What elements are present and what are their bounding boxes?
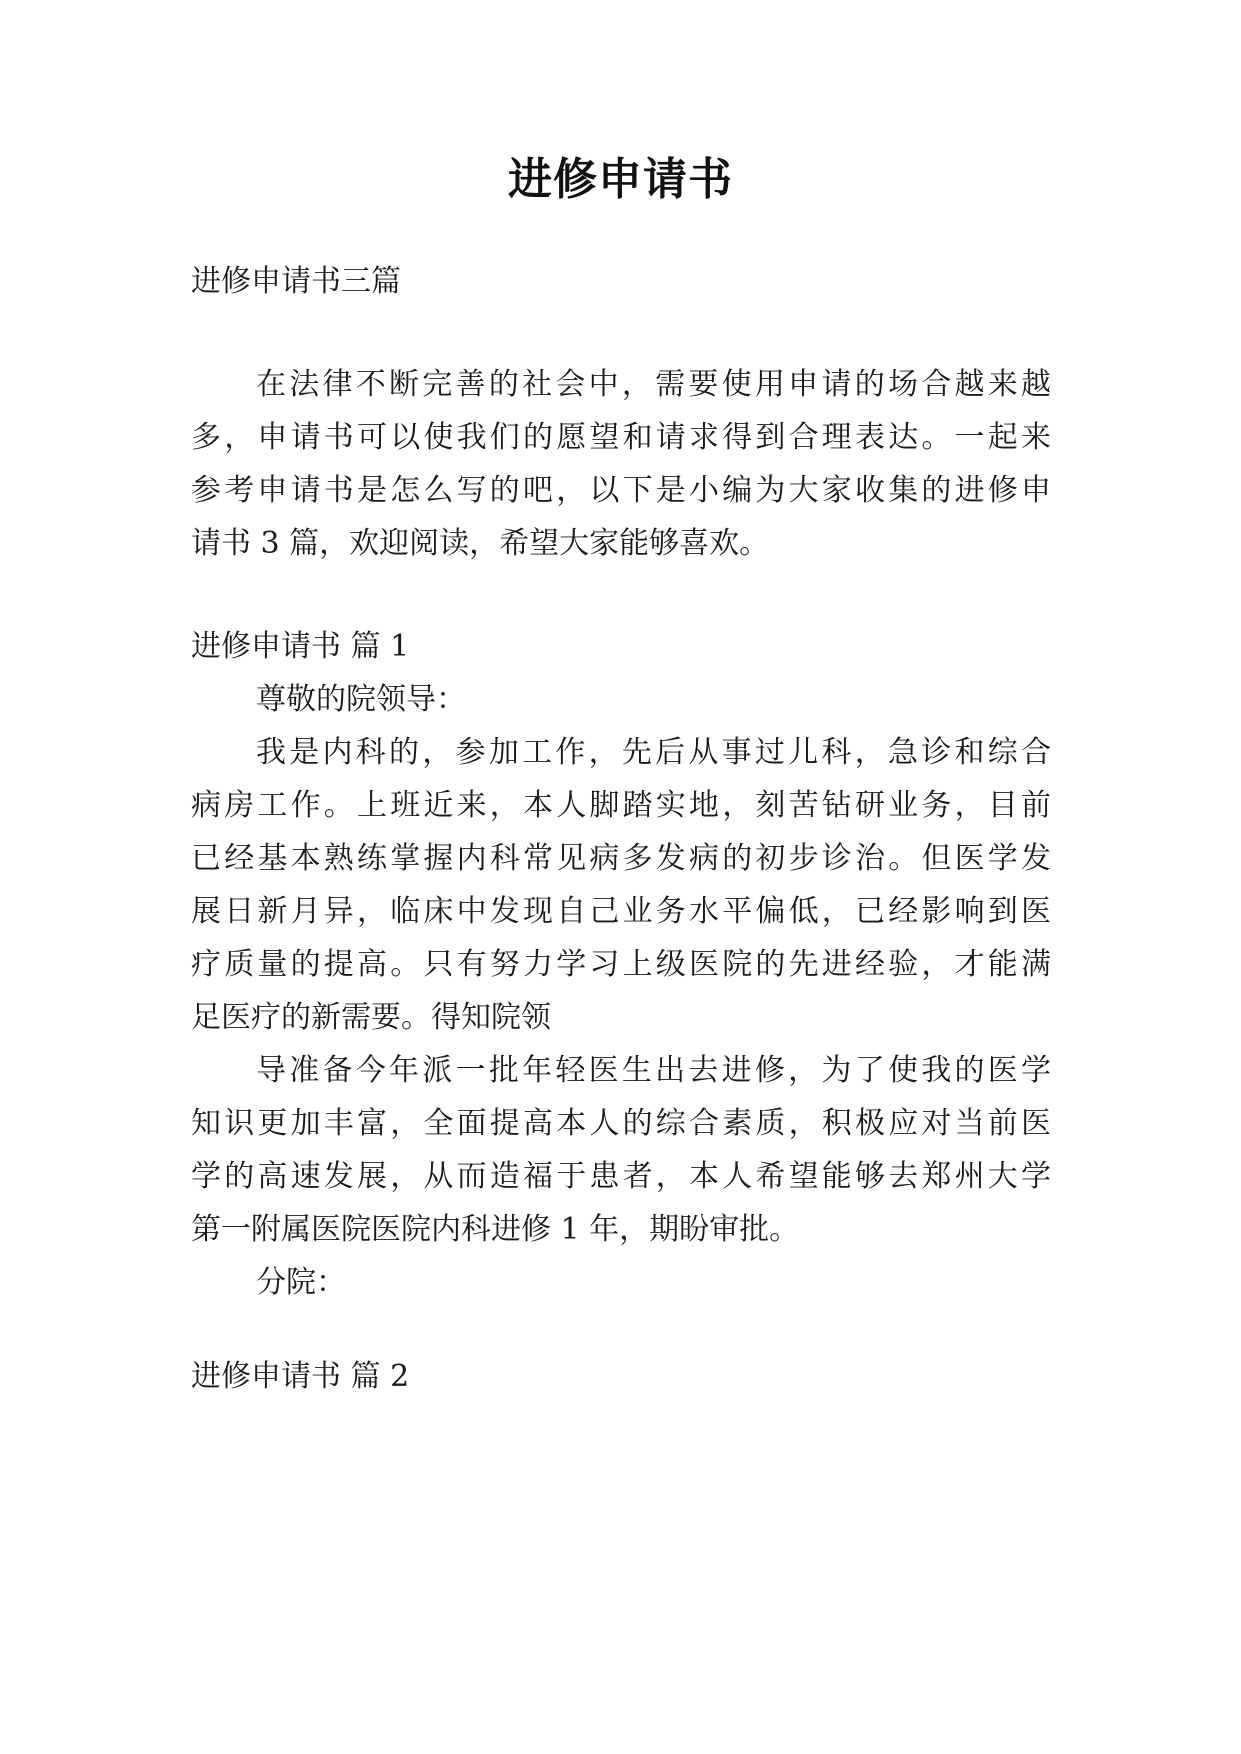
section1-para1-line-2: 病房工作。上班近来，本人脚踏实地，刻苦钻研业务，目前 [191,788,1051,823]
section1-para2-line-3: 学的高速发展，从而造福于患者，本人希望能够去郑州大学 [191,1159,1051,1194]
section1-para2-line-1: 导准备今年派一批年轻医生出去进修，为了使我的医学 [256,1053,1051,1088]
section1-para1-line-4: 展日新月异，临床中发现自己业务水平偏低，已经影响到医 [191,894,1051,929]
section2-heading: 进修申请书 篇 2 [191,1359,410,1394]
section1-salutation: 尊敬的院领导： [256,682,466,717]
section1-closing: 分院： [256,1265,346,1300]
intro-line-1: 在法律不断完善的社会中，需要使用申请的场合越来越 [256,367,1051,402]
intro-line-3: 参考申请书是怎么写的吧，以下是小编为大家收集的进修申 [191,473,1051,508]
intro-line-2: 多，申请书可以使我们的愿望和请求得到合理表达。一起来 [191,420,1051,455]
document-title: 进修申请书 [508,154,733,205]
section1-para2-line-2: 知识更加丰富，全面提高本人的综合素质，积极应对当前医 [191,1106,1051,1141]
intro-line-4: 请书 3 篇，欢迎阅读，希望大家能够喜欢。 [191,526,770,561]
section1-heading: 进修申请书 篇 1 [191,629,410,664]
section1-para1-line-3: 已经基本熟练掌握内科常见病多发病的初步诊治。但医学发 [191,841,1051,876]
section1-para1-line-6: 足医疗的新需要。得知院领 [191,1000,551,1035]
document-subtitle: 进修申请书三篇 [191,264,401,299]
section1-para2-line-4: 第一附属医院医院内科进修 1 年，期盼审批。 [191,1212,800,1247]
section1-para1-line-1: 我是内科的，参加工作，先后从事过儿科，急诊和综合 [256,735,1051,770]
section1-para1-line-5: 疗质量的提高。只有努力学习上级医院的先进经验，才能满 [191,947,1051,982]
